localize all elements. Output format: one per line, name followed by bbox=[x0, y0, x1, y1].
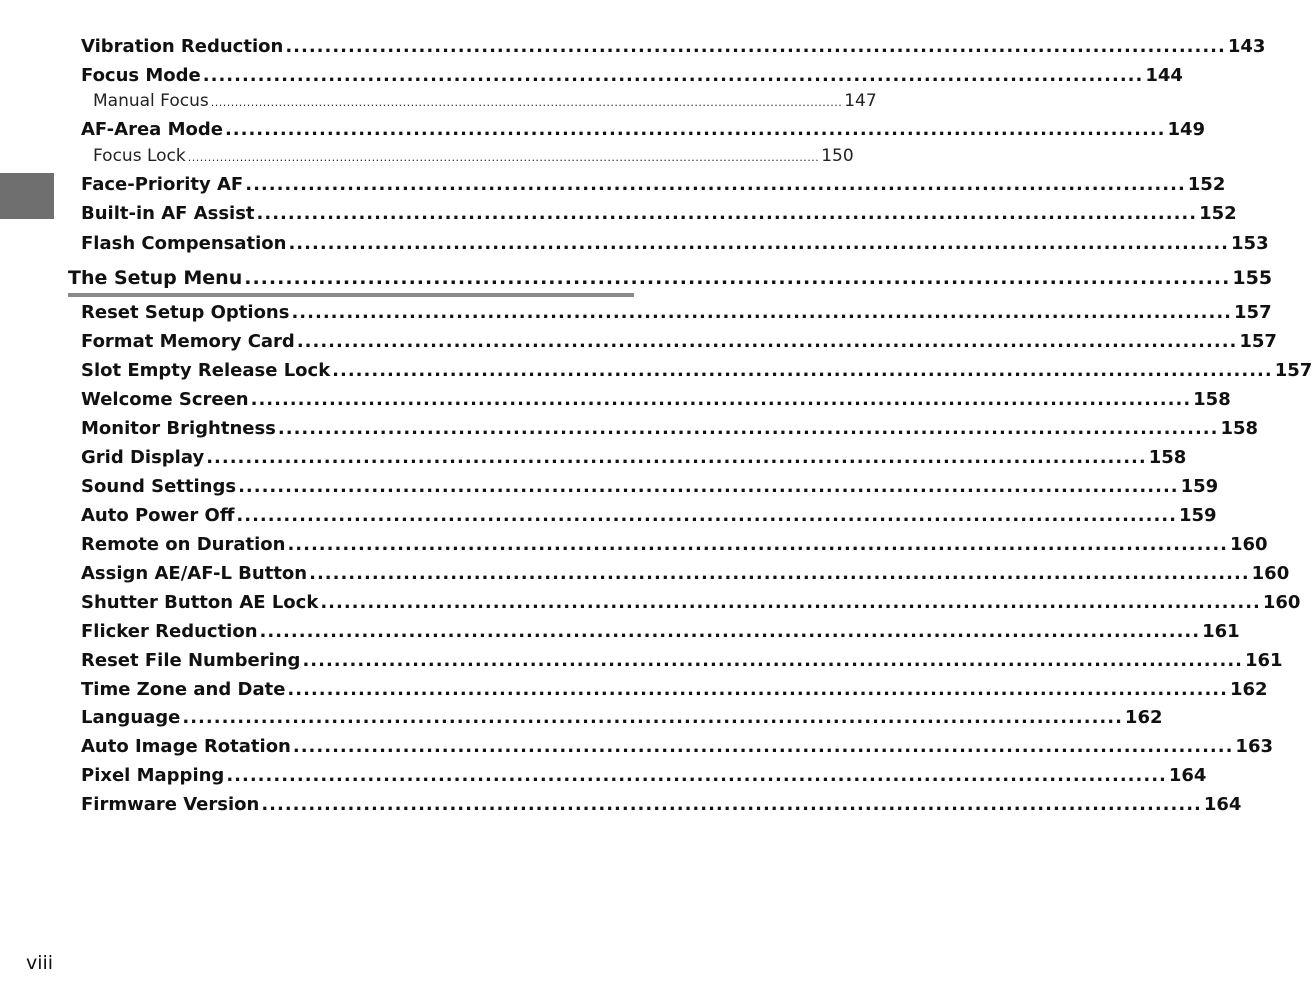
toc-entry-label: Auto Image Rotation bbox=[81, 736, 291, 757]
toc-entry-sound-settings[interactable] bbox=[81, 476, 1219, 504]
toc-entry-firmware-version[interactable] bbox=[81, 794, 1242, 822]
toc-entry-page: 162 bbox=[1229, 679, 1268, 700]
toc-entry-page: 157 bbox=[1234, 302, 1272, 323]
toc-entry-page: 161 bbox=[1245, 650, 1283, 671]
dot-leader: ........................................................................................................................ bbox=[250, 389, 1192, 410]
dot-leader: ........................................................................................................................ bbox=[285, 36, 1226, 57]
toc-entry-label: Focus Lock bbox=[93, 146, 186, 166]
toc-entry-label: Slot Empty Release Lock bbox=[81, 360, 331, 381]
toc-entry-auto-image-rotation[interactable] bbox=[81, 736, 1273, 764]
dot-leader: .............................................................................................................................................................. bbox=[187, 151, 820, 164]
toc-entry-label: Auto Power Off bbox=[81, 505, 235, 526]
toc-entry-page: 143 bbox=[1227, 36, 1266, 57]
toc-entry-page: 161 bbox=[1202, 621, 1240, 642]
toc-entry-language[interactable] bbox=[81, 707, 1163, 735]
dot-leader: ........................................................................................................................ bbox=[287, 679, 1228, 700]
toc-entry-slot-empty-release-lock[interactable] bbox=[81, 360, 1312, 388]
toc-entry-page: 153 bbox=[1231, 233, 1269, 254]
toc-entry-page: 158 bbox=[1220, 418, 1259, 439]
toc-entry-focus-mode[interactable] bbox=[81, 65, 1183, 93]
toc-entry-af-area-mode[interactable] bbox=[81, 119, 1206, 147]
toc-entry-page: 157 bbox=[1274, 360, 1312, 381]
dot-leader: ........................................................................................................................ bbox=[332, 360, 1273, 381]
toc-entry-label: Format Memory Card bbox=[81, 331, 295, 352]
toc-entry-page: 162 bbox=[1124, 707, 1163, 728]
toc-entry-page: 159 bbox=[1178, 505, 1217, 526]
toc-entry-label: Time Zone and Date bbox=[81, 679, 286, 700]
dot-leader: ........................................................................................................................ bbox=[296, 331, 1238, 352]
toc-entry-grid-display[interactable] bbox=[81, 447, 1187, 475]
toc-entry-label: Pixel Mapping bbox=[81, 765, 225, 786]
toc-entry-welcome-screen[interactable] bbox=[81, 389, 1231, 417]
toc-entry-vibration-reduction[interactable] bbox=[81, 36, 1266, 64]
dot-leader: ........................................................................................................................ bbox=[244, 267, 1231, 289]
dot-leader: ........................................................................................................................ bbox=[226, 765, 1167, 786]
dot-leader: ........................................................................................................................ bbox=[320, 592, 1261, 613]
dot-leader: ........................................................................................................................ bbox=[291, 302, 1233, 323]
dot-leader: ........................................................................................................................ bbox=[292, 736, 1234, 757]
toc-entry-label: AF-Area Mode bbox=[81, 119, 223, 140]
section-page: 155 bbox=[1232, 267, 1273, 289]
dot-leader: ........................................................................................................................ bbox=[245, 174, 1186, 195]
toc-entry-page: 160 bbox=[1251, 563, 1290, 584]
toc-entry-label: Vibration Reduction bbox=[81, 36, 284, 57]
toc-entry-label: Shutter Button AE Lock bbox=[81, 592, 319, 613]
toc-entry-label: Built-in AF Assist bbox=[81, 203, 255, 224]
toc-entry-remote-on-duration[interactable] bbox=[81, 534, 1268, 562]
dot-leader: .............................................................................................................................................................. bbox=[210, 96, 843, 109]
toc-entry-page: 158 bbox=[1148, 447, 1187, 468]
toc-entry-label: Flicker Reduction bbox=[81, 621, 258, 642]
dot-leader: ........................................................................................................................ bbox=[182, 707, 1123, 728]
toc-entry-label: Grid Display bbox=[81, 447, 205, 468]
toc-entry-auto-power-off[interactable] bbox=[81, 505, 1217, 533]
toc-entry-time-zone-and-date[interactable] bbox=[81, 679, 1268, 707]
toc-entry-flicker-reduction[interactable] bbox=[81, 621, 1240, 649]
dot-leader: ........................................................................................................................ bbox=[309, 563, 1250, 584]
toc-entry-reset-file-numbering[interactable] bbox=[81, 650, 1283, 678]
toc-entry-label: Remote on Duration bbox=[81, 534, 286, 555]
toc-entry-page: 150 bbox=[821, 146, 854, 166]
toc-entry-assign-ae-af-l-button[interactable] bbox=[81, 563, 1290, 591]
dot-leader: ........................................................................................................................ bbox=[302, 650, 1243, 671]
dot-leader: ........................................................................................................................ bbox=[224, 119, 1166, 140]
toc-section-setup-menu[interactable] bbox=[68, 267, 1273, 295]
toc-entry-built-in-af-assist[interactable] bbox=[81, 203, 1237, 231]
section-title: The Setup Menu bbox=[68, 267, 243, 289]
toc-entry-page: 152 bbox=[1187, 174, 1226, 195]
chapter-tab-marker bbox=[0, 173, 54, 219]
section-divider bbox=[68, 293, 634, 297]
toc-entry-face-priority-af[interactable] bbox=[81, 174, 1226, 202]
dot-leader: ........................................................................................................................ bbox=[202, 65, 1144, 86]
toc-entry-page: 157 bbox=[1239, 331, 1277, 352]
toc-entry-format-memory-card[interactable] bbox=[81, 331, 1277, 359]
toc-subentry-focus-lock[interactable] bbox=[93, 146, 854, 174]
toc-entry-label: Face-Priority AF bbox=[81, 174, 244, 195]
dot-leader: ........................................................................................................................ bbox=[206, 447, 1147, 468]
toc-entry-monitor-brightness[interactable] bbox=[81, 418, 1259, 446]
dot-leader: ........................................................................................................................ bbox=[287, 534, 1228, 555]
toc-entry-label: Monitor Brightness bbox=[81, 418, 276, 439]
toc-entry-label: Assign AE/AF-L Button bbox=[81, 563, 308, 584]
toc-subentry-manual-focus[interactable] bbox=[93, 91, 877, 119]
toc-entry-page: 147 bbox=[844, 91, 877, 111]
dot-leader: ........................................................................................................................ bbox=[277, 418, 1219, 439]
toc-entry-page: 164 bbox=[1203, 794, 1242, 815]
toc-entry-shutter-button-ae-lock[interactable] bbox=[81, 592, 1301, 620]
page-number: viii bbox=[26, 952, 54, 974]
toc-entry-page: 159 bbox=[1180, 476, 1219, 497]
dot-leader: ........................................................................................................................ bbox=[238, 476, 1179, 497]
toc-entry-label: Focus Mode bbox=[81, 65, 201, 86]
toc-entry-label: Language bbox=[81, 707, 181, 728]
toc-entry-label: Welcome Screen bbox=[81, 389, 249, 410]
dot-leader: ........................................................................................................................ bbox=[261, 794, 1202, 815]
toc-entry-page: 163 bbox=[1235, 736, 1273, 757]
toc-entry-label: Flash Compensation bbox=[81, 233, 287, 254]
toc-entry-label: Reset Setup Options bbox=[81, 302, 290, 323]
toc-entry-page: 164 bbox=[1168, 765, 1207, 786]
toc-entry-page: 160 bbox=[1262, 592, 1301, 613]
dot-leader: ........................................................................................................................ bbox=[259, 621, 1201, 642]
toc-entry-page: 144 bbox=[1145, 65, 1183, 86]
dot-leader: ........................................................................................................................ bbox=[236, 505, 1177, 526]
toc-entry-flash-compensation[interactable] bbox=[81, 233, 1269, 261]
toc-entry-label: Firmware Version bbox=[81, 794, 260, 815]
toc-entry-page: 152 bbox=[1199, 203, 1237, 224]
toc-entry-label: Sound Settings bbox=[81, 476, 237, 497]
toc-entry-page: 149 bbox=[1167, 119, 1206, 140]
dot-leader: ........................................................................................................................ bbox=[256, 203, 1198, 224]
toc-entry-page: 158 bbox=[1193, 389, 1231, 410]
dot-leader: ........................................................................................................................ bbox=[288, 233, 1230, 254]
toc-entry-label: Reset File Numbering bbox=[81, 650, 301, 671]
toc-entry-reset-setup-options[interactable] bbox=[81, 302, 1272, 330]
toc-entry-label: Manual Focus bbox=[93, 91, 209, 111]
toc-entry-pixel-mapping[interactable] bbox=[81, 765, 1207, 793]
toc-entry-page: 160 bbox=[1230, 534, 1268, 555]
